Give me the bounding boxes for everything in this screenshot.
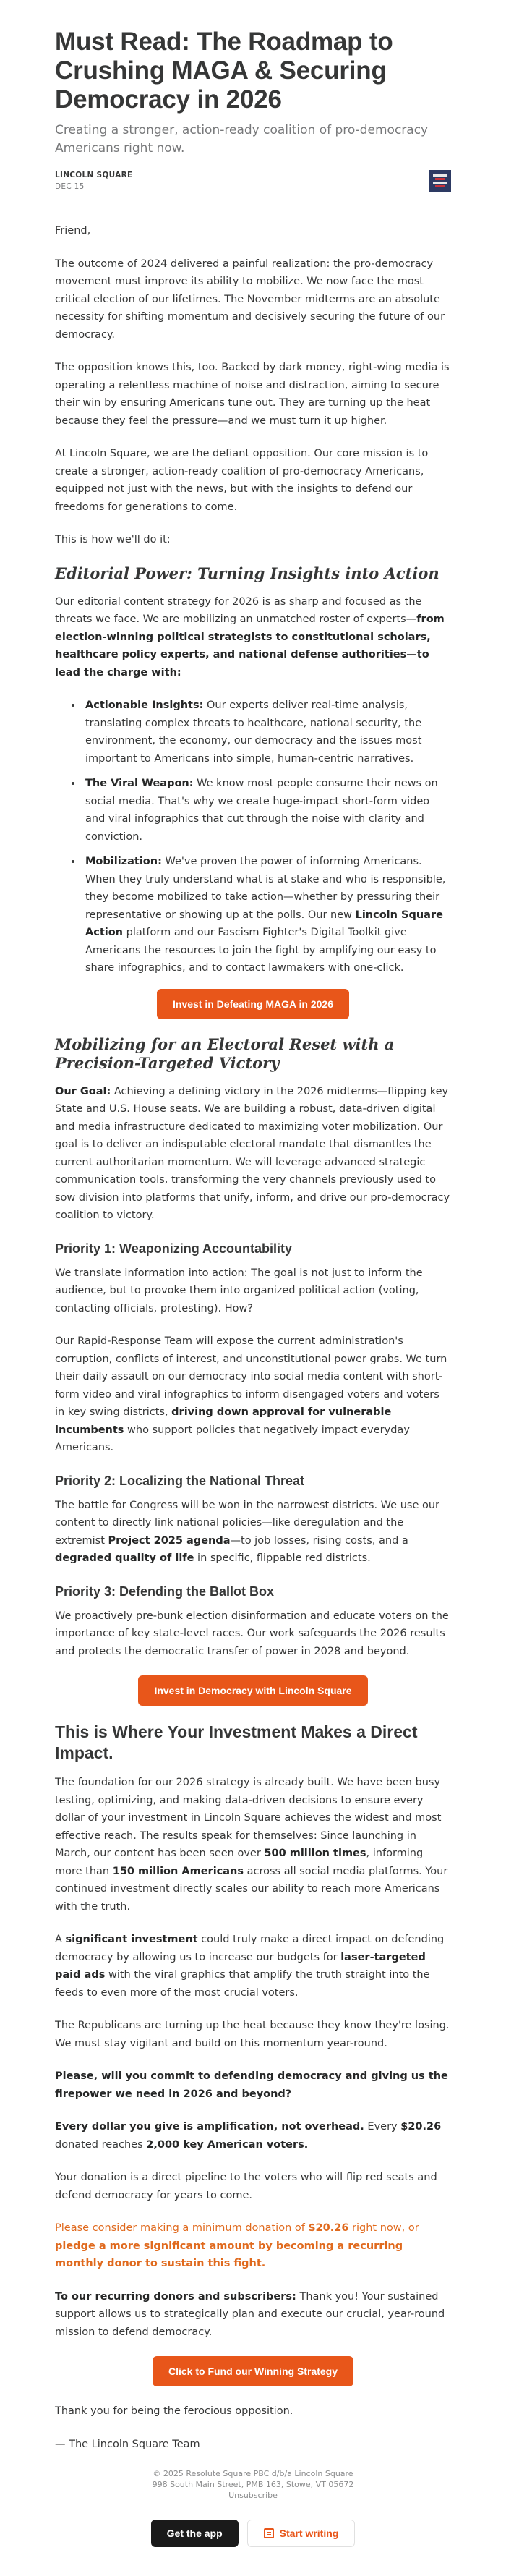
invest-defeating-maga-button[interactable]: Invest in Defeating MAGA in 2026 xyxy=(157,989,349,1019)
donation-ask-paragraph: Please consider making a minimum donation of $20.26 right now, or pledge a more significant amount by becoming a recurring monthly donor to sustain this fight. xyxy=(55,2222,419,2269)
intro-paragraph-2: The opposition knows this, too. Backed by dark money, right-wing media is operating a relentless machine of noise and distraction, aiming to secure their win by ensuring Americans tune out. They are turning up the heat because they feel the pressure—and we must turn it up higher. xyxy=(55,362,450,427)
post-title: Must Read: The Roadmap to Crushing MAGA & Securing Democracy in 2026 xyxy=(55,27,393,114)
investment-paragraph-2: A significant investment could truly make a direct impact on defending democracy by allowing us to increase our budgets for laser-targeted paid ads with the viral graphics that amplify the truth straight into the feeds to even more of the most crucial voters. xyxy=(55,1934,445,1999)
list-item: • Actionable Insights: Our experts deliver real-time analysis, translating complex threats to healthcare, national security, the environment, the economy, our democracy and the issues most important to Americans into simple, human-centric narratives. xyxy=(82,697,451,768)
editorial-paragraph: Our editorial content strategy for 2026 is as sharp and focused as the threats we face. We are mobilizing an unmatched roster of experts—from election-winning political strategists to constitutional scholars, healthcare policy experts, and national defense authorities—to lead the charge with: xyxy=(55,595,445,679)
editorial-heading: Editorial Power: Turning Insights into Action xyxy=(55,564,439,582)
list-item: • Mobilization: We've proven the power of informing Americans. When they truly understand what is at stake and who is responsible, they become mobilized to take action—whether by pressuring their representative or showing up at the polls. Our new Lincoln Square Action platform and our Fascism Fighter's Digital Toolkit give Americans the resources to join the fight by amplifying our easy to share infographics, and to contact lawmakers with one-click. xyxy=(82,853,451,977)
editorial-bullets xyxy=(55,697,451,977)
list-item: • The Viral Weapon: We know most people consume their news on social media. That's why we create huge-impact short-form video and viral infographics that cut through the noise with clarity and conviction. xyxy=(82,775,451,846)
publication-name[interactable]: LINCOLN SQUARE xyxy=(55,171,133,179)
goal-paragraph: Our Goal: Achieving a defining victory in the 2026 midterms—flipping key State and U.S. House seats. We are building a robust, data-driven digital and media infrastructure dedicated to maximizing voter mobilization. Our goal is to deliver an indisputable electoral mandate that dismantles the current authoritarian momentum. We will leverage advanced strategic communication tools, transforming the very channels previously used to sow division into platforms that unify, inform, and drive our pro-democracy coalition to victory. xyxy=(55,1085,450,1221)
post-date: DEC 15 xyxy=(55,182,85,191)
invest-democracy-button[interactable]: Invest in Democracy with Lincoln Square xyxy=(138,1675,367,1706)
priority-3-heading: Priority 3: Defending the Ballot Box xyxy=(55,1584,275,1599)
mobilizing-heading: Mobilizing for an Electoral Reset with a Precision-Targeted Victory xyxy=(55,1034,395,1072)
priority-1-paragraph-2: Our Rapid-Response Team will expose the current administration's corruption, conflicts of interest, and unconstitutional power grabs. We turn their daily assault on our democracy into social media content with short-form video and viral infographics to inform disengaged voters and voters in key swing districts, driving down approval for vulnerable incumbents who support policies that negatively impact everyday Americans. xyxy=(55,1335,447,1453)
investment-paragraph-1: The foundation for our 2026 strategy is already built. We have been busy testing, optimizing, and making data-driven decisions to ensure every dollar of your investment in Lincoln Square achieves the widest and most effective reach. The results speak for themselves: Since launching in March, our content has been seen over 500 million times, informing more than 150 million Americans across all social media platforms. Your continued investment directly scales our ability to reach more Americans with the truth. xyxy=(55,1777,448,1913)
app-buttons xyxy=(55,2520,451,2547)
footer-copyright: © 2025 Resolute Square PBC d/b/a Lincoln Square xyxy=(153,2469,353,2478)
intro-paragraph-4: This is how we'll do it: xyxy=(55,534,171,545)
start-writing-button[interactable]: Start writing xyxy=(247,2520,356,2547)
recurring-donors-paragraph: To our recurring donors and subscribers: Thank you! Your sustained support allows us to strategically plan and execute our crucial, year-round mission to defend democracy. xyxy=(55,2290,445,2338)
greeting: Friend, xyxy=(55,225,91,237)
closing-signoff: — The Lincoln Square Team xyxy=(55,2438,200,2450)
publication-logo-icon[interactable] xyxy=(429,170,451,192)
intro-paragraph-3: At Lincoln Square, we are the defiant opposition. Our core mission is to create a stronger, action-ready coalition of pro-democracy Americans, equipped not just with the news, but with the insights to defend our freedoms for generations to come. xyxy=(55,448,429,513)
investment-paragraph-4: Please, will you commit to defending democracy and giving us the firepower we need in 2026 and beyond? xyxy=(55,2070,448,2100)
closing-thanks: Thank you for being the ferocious opposition. xyxy=(55,2405,293,2417)
priority-1-paragraph-1: We translate information into action: The goal is not just to inform the audience, but to provoke them into organized political action (voting, contacting officials, protesting). How? xyxy=(55,1267,423,1314)
footer-address: 998 South Main Street, PMB 163, Stowe, VT 05672 xyxy=(152,2480,354,2489)
investment-paragraph-5: Every dollar you give is amplification, not overhead. Every $20.26 donated reaches 2,000 key American voters. xyxy=(55,2121,442,2151)
priority-1-heading: Priority 1: Weaponizing Accountability xyxy=(55,1241,293,1256)
investment-paragraph-3: The Republicans are turning up the heat because they know they're losing. We must stay vigilant and build on this momentum year-round. xyxy=(55,2020,450,2049)
byline xyxy=(55,169,451,192)
post-subtitle: Creating a stronger, action-ready coalition of pro-democracy Americans right now. xyxy=(55,123,429,156)
priority-3-paragraph: We proactively pre-bunk election disinformation and educate voters on the importance of key state-level races. Our work safeguards the 2026 results and protects the democratic transfer of power in 2028 and beyond. xyxy=(55,1610,449,1657)
footer xyxy=(55,2468,451,2501)
unsubscribe-link[interactable]: Unsubscribe xyxy=(228,2491,278,2500)
priority-2-paragraph: The battle for Congress will be won in the narrowest districts. We use our content to directly link national policies—like deregulation and the extremist Project 2025 agenda—to job losses, rising costs, and a degraded quality of life in specific, flippable red districts. xyxy=(55,1499,439,1564)
intro-paragraph-1: The outcome of 2024 delivered a painful realization: the pro-democracy movement must improve its ability to mobilize. We now face the most critical election of our lifetimes. The November midterms are an absolute necessity for shifting momentum and decisively securing the future of our democracy. xyxy=(55,258,445,341)
investment-heading: This is Where Your Investment Makes a Direct Impact. xyxy=(55,1722,418,1762)
get-app-button[interactable]: Get the app xyxy=(151,2520,239,2547)
priority-2-heading: Priority 2: Localizing the National Threat xyxy=(55,1473,305,1488)
byline-meta xyxy=(55,169,132,192)
investment-paragraph-6: Your donation is a direct pipeline to the voters who will flip red seats and defend democracy for years to come. xyxy=(55,2172,437,2201)
fund-winning-strategy-button[interactable]: Click to Fund our Winning Strategy xyxy=(153,2356,353,2386)
pen-icon xyxy=(264,2528,274,2538)
